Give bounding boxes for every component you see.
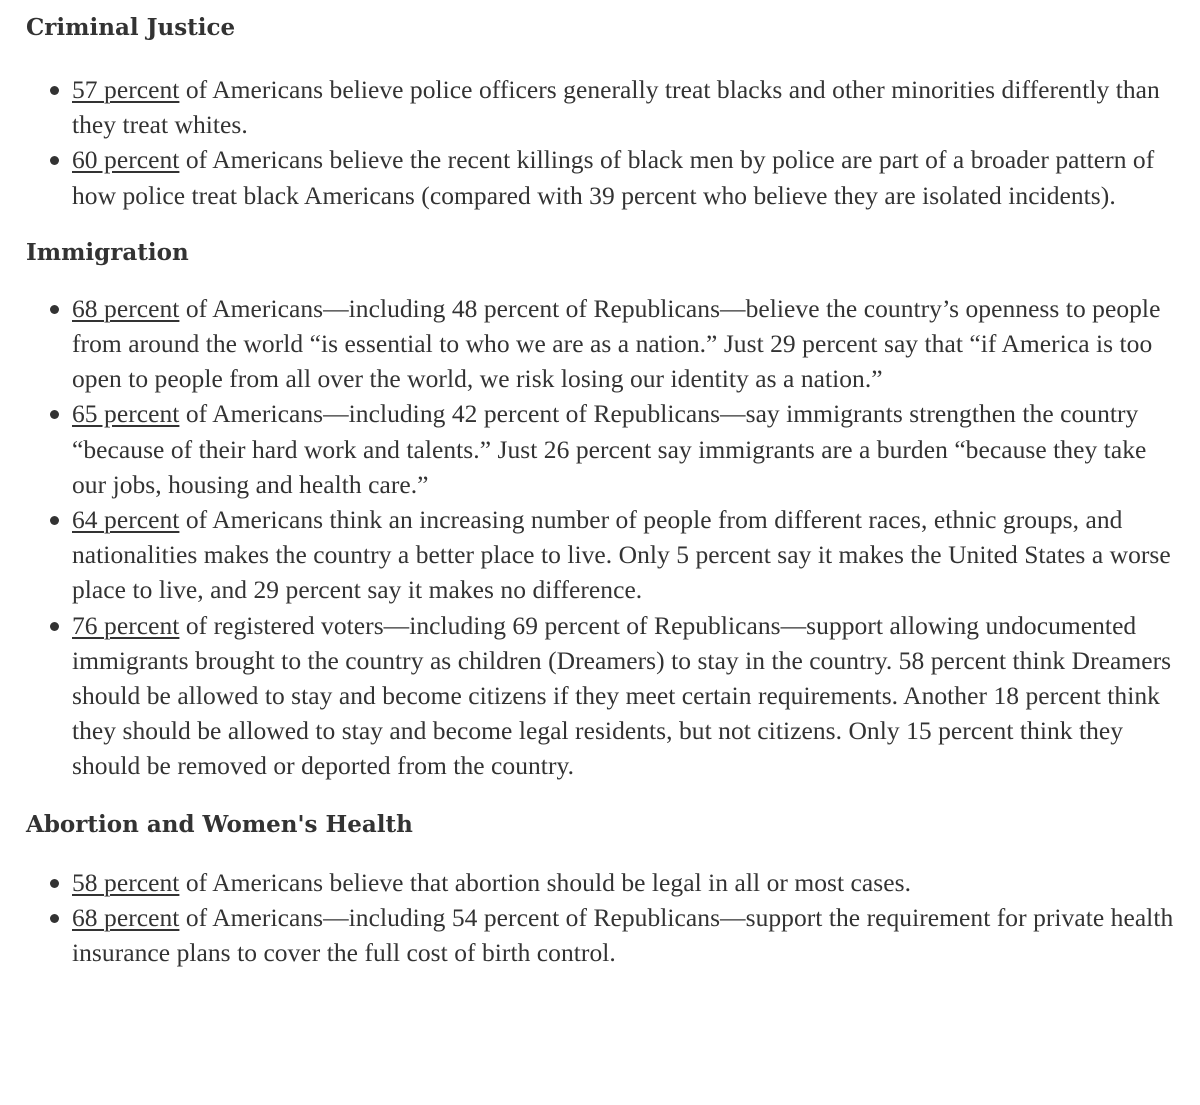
list-item-text: of registered voters—including 69 percent of Republicans—support allowing undocumented immigrants brought to the country as children (Dreamers) to stay in the country. 58 percent think Dreamers should be allowed to stay and become citizens if they meet certain requirements. Another 18 percent think they should be allowed to stay and become legal residents, but not citizens. Only 15 percent think they should be removed or deported from the country. — [72, 610, 1172, 781]
list-item — [26, 142, 1186, 212]
stat-link-64-percent[interactable]: 64 percent — [72, 505, 180, 535]
section-heading-criminal-justice: Criminal Justice — [26, 14, 236, 41]
bullet-icon — [50, 156, 59, 165]
list-item — [26, 608, 1186, 784]
criminal-justice-list — [26, 72, 1186, 213]
list-item-text: of Americans believe the recent killings of black men by police are part of a broader pattern of how police treat black Americans (compared with 39 percent who believe they are isolated incidents). — [72, 145, 1155, 210]
stat-link-68-percent[interactable]: 68 percent — [72, 293, 180, 323]
bullet-icon — [50, 914, 59, 923]
section-heading-immigration: Immigration — [26, 238, 189, 266]
list-item-text: of Americans—including 48 percent of Republicans—believe the country’s openness to people from around the world “is essential to who we are as a nation.” Just 29 percent say that “if America is too open to people from all over the world, we risk losing our identity as a nation.” — [72, 293, 1161, 394]
bullet-icon — [50, 879, 59, 888]
list-item — [26, 291, 1186, 397]
list-item — [26, 502, 1186, 608]
list-item-text: of Americans think an increasing number of people from different races, ethnic groups, and nationalities makes the country a better place to live. Only 5 percent say it makes the United States a worse place to live, and 29 percent say it makes no difference. — [72, 505, 1171, 605]
list-item — [26, 900, 1186, 970]
bullet-icon — [50, 622, 59, 631]
stat-link-58-percent[interactable]: 58 percent — [72, 867, 180, 897]
list-item-text: of Americans believe that abortion should be legal in all or most cases. — [179, 867, 912, 897]
list-item-text: of Americans—including 54 percent of Republicans—support the requirement for private health insurance plans to cover the full cost of birth control. — [72, 902, 1174, 968]
stat-link-57-percent[interactable]: 57 percent — [72, 75, 180, 104]
stat-link-68-percent-birth-control[interactable]: 68 percent — [72, 902, 180, 932]
list-item-text: of Americans—including 42 percent of Republicans—say immigrants strengthen the country “because of their hard work and talents.” Just 26 percent say immigrants are a burden “because they take our jobs, housing and health care.” — [72, 399, 1147, 499]
stat-link-60-percent[interactable]: 60 percent — [72, 145, 180, 175]
bullet-icon — [50, 86, 59, 95]
bullet-icon — [50, 410, 59, 419]
bullet-icon — [50, 516, 59, 525]
article-body — [26, 8, 1186, 970]
stat-link-76-percent[interactable]: 76 percent — [72, 610, 180, 640]
immigration-list — [26, 291, 1186, 784]
list-item — [26, 865, 1186, 900]
abortion-list — [26, 865, 1186, 971]
list-item-text: of Americans believe police officers generally treat blacks and other minorities differently than they treat whites. — [72, 75, 1160, 140]
stat-link-65-percent[interactable]: 65 percent — [72, 399, 180, 429]
list-item — [26, 396, 1186, 502]
bullet-icon — [50, 305, 59, 314]
section-heading-abortion-womens-health: Abortion and Women's Health — [26, 810, 413, 838]
list-item — [26, 72, 1186, 142]
